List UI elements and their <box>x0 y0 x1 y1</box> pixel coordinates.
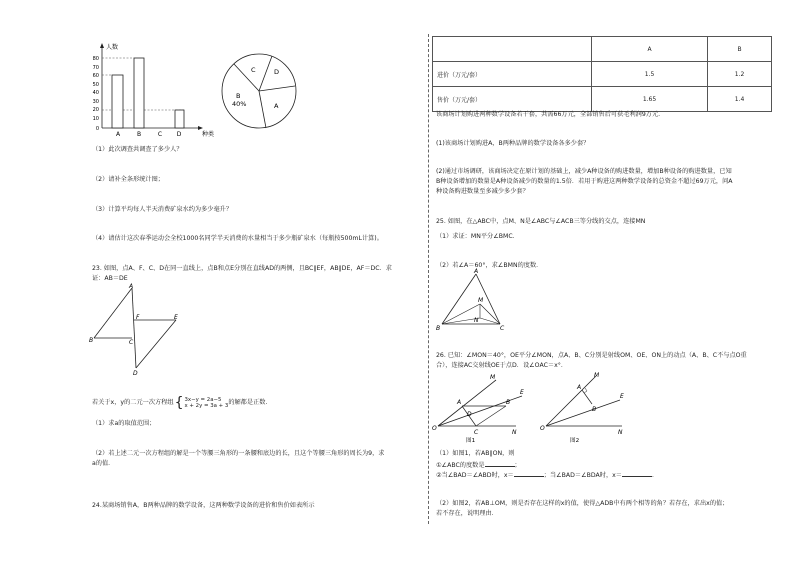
fig26b-label-e: E <box>620 393 624 400</box>
pie-label-c: C <box>251 66 256 74</box>
p26-q1: （1）如图1，若AB∥ON，则 <box>436 450 515 457</box>
fig26b-label-m: M <box>594 372 600 379</box>
pie-label-a: A <box>274 102 279 110</box>
q3: （3）计算平均每人半天消费矿泉水约为多少毫升？ <box>92 206 233 213</box>
table-cell: B <box>708 37 772 62</box>
fig25-label-m: M <box>478 297 484 304</box>
system-eq1: 3x−y = 2a−5 <box>184 396 222 403</box>
bar-d <box>175 110 184 128</box>
fig26a-label-n: N <box>512 429 517 436</box>
fig26a-label-e: E <box>520 389 524 396</box>
fig26a-label-o: O <box>432 425 437 432</box>
x-tick: A <box>115 131 121 138</box>
p25: 25. 如图，在△ABC中，点M、N是∠ABC与∠ACB三等分线的交点，连接MN <box>436 218 646 225</box>
table-header-row <box>433 37 772 62</box>
answer-blank <box>514 470 544 477</box>
p24-cont: 该商场计划购进两种数学设备若干套，共需66万元，全部销售后可获毛利润9万元. <box>436 111 661 118</box>
table-cell: A <box>592 37 708 62</box>
figure-26-1 <box>432 372 532 444</box>
p26-q1c: ；当∠BAD＝∠BDA时，x＝ <box>543 472 622 479</box>
fig25-label-n: N <box>474 317 479 324</box>
bar-a <box>112 75 123 128</box>
bar-chart <box>88 40 218 140</box>
y-tick: 30 <box>92 99 99 105</box>
y-tick: 80 <box>92 56 99 62</box>
ps1: （1）求a的取值范围； <box>92 420 156 427</box>
fig25-label-c: C <box>500 325 505 332</box>
p23-line2: 证：AB＝DE <box>92 275 128 282</box>
p25-q2: （2）若∠A＝60°，求∠BMN的度数． <box>436 262 543 269</box>
fig26b-caption: 图2 <box>570 438 580 444</box>
p26-q2-line1: （2）如图2，若AB⊥OM，则是否存在这样的x的值，使得△ADB中有两个相等的角？若存在，求出x的值； <box>436 500 729 507</box>
fig25-label-b: B <box>436 325 441 332</box>
pie-chart <box>214 50 304 132</box>
system-brace: { <box>174 395 184 411</box>
fig23-label-e: E <box>174 314 178 321</box>
bar-b <box>134 58 144 128</box>
fig26b-label-a: A <box>577 384 582 391</box>
table-cell <box>433 37 592 62</box>
fig26a-label-b: B <box>506 399 511 406</box>
system-pre: 若关于x，y的二元一次方程组 <box>92 399 174 406</box>
p26-q1a-row: ①∠ABC的度数是 ； <box>436 462 521 469</box>
p24-q1: (1)该商场计划购进A，B两种品牌的数学设备各多少套？ <box>436 140 590 147</box>
p26-line2: 合），连接AC交射线OE于点D．设∠OAC＝x°． <box>436 362 568 369</box>
fig26a-label-d: D <box>467 411 472 418</box>
q2: （2）请补全条形统计图； <box>92 176 164 183</box>
y-tick: 0 <box>95 126 99 132</box>
bar-y-title: 人数 <box>106 44 119 51</box>
system-problem <box>92 396 267 410</box>
p24-q2-line1: (2)通过市场调研，该商场决定在原计划的基础上，减少A种设备的购进数量，增加B种设备的购进数量，已知 <box>436 168 732 175</box>
fig25-label-a: A <box>474 268 479 275</box>
y-tick: 70 <box>92 65 99 71</box>
y-tick: 50 <box>92 82 99 88</box>
answer-blank <box>485 460 515 467</box>
pie-percent-b: 40% <box>232 100 247 108</box>
figure-23 <box>86 282 186 377</box>
ps2-line2: a的值． <box>92 460 115 467</box>
table-cell: 1.4 <box>708 87 772 112</box>
y-tick: 40 <box>92 90 99 96</box>
p26-q2-line2: 若不存在，说明理由． <box>436 510 498 517</box>
answer-blank <box>622 470 652 477</box>
fig26a-label-m: M <box>490 374 496 381</box>
system-eq2: x + 2y = 3a + 3 <box>184 403 229 409</box>
pie-label-b: B <box>236 92 241 100</box>
bar-x-title: 种类 <box>202 131 215 138</box>
fig26a-caption: 图1 <box>466 438 476 444</box>
pie-label-d: D <box>274 68 280 76</box>
system-equations <box>185 397 229 410</box>
fig23-label-d: D <box>133 370 138 377</box>
table-cell: 售价（万元/套） <box>433 87 592 112</box>
p25-q1: （1）求证：MN平分∠BMC． <box>436 233 519 240</box>
table-cell: 1.65 <box>592 87 708 112</box>
p23-line1: 23. 如图，点A、F、C、D在同一直线上，点B和点E分别在直线AD的两侧，且BC∥EF，AB∥DE，AF＝DC．求 <box>92 265 392 272</box>
system-post: 的解都是正数. <box>228 399 268 406</box>
fig26a-label-c: C <box>474 429 479 436</box>
table-cell: 1.5 <box>592 62 708 87</box>
p24-title: 24.某商场销售A，B两种品牌的数学设备，这两种数学设备的进价和售价如表所示 <box>92 502 315 509</box>
p26-q1a: ①∠ABC的度数是 <box>436 462 485 469</box>
ps2-line1: （2）若上述二元一次方程组的解是一个等腰三角形的一条腰和底边的长，且这个等腰三角形的周长为9，求 <box>92 450 385 457</box>
p26-q1b-row: ②当∠BAD＝∠ABD时，x＝ ；当∠BAD＝∠BDA时，x＝ ． <box>436 472 659 479</box>
y-tick: 60 <box>92 73 99 79</box>
y-tick: 20 <box>92 107 99 113</box>
y-tick: 10 <box>92 116 99 122</box>
table-row <box>433 87 772 112</box>
p26-line1: 26. 已知：∠MON＝40°，OE平分∠MON，点A、B、C分别是射线OM、OE、ON上的动点（A、B、C不与点O重 <box>436 352 747 359</box>
x-tick: C <box>157 131 163 138</box>
fig23-label-f: F <box>136 314 140 321</box>
fig23-label-a: A <box>129 283 134 290</box>
fig23-label-c: C <box>129 339 134 346</box>
fig26b-label-o: O <box>540 425 545 432</box>
price-table <box>432 36 772 112</box>
p24-q2-line2: B种设备增加的数量是A种设备减少的数量的1.5倍．若用于购进这两种数学设备的总资金不超过69万元，问A <box>436 178 733 185</box>
p26-q1b: ②当∠BAD＝∠ABD时，x＝ <box>436 472 514 479</box>
fig26b-label-b: B <box>592 406 597 413</box>
p24-q2-line3: 种设备购进数量至多减少多少套？ <box>436 188 529 195</box>
x-tick: B <box>136 131 142 138</box>
table-row <box>433 62 772 87</box>
fig26b-label-n: N <box>618 429 623 436</box>
table-cell: 1.2 <box>708 62 772 87</box>
figure-25 <box>434 268 514 334</box>
table-cell: 进价（万元/套） <box>433 62 592 87</box>
fig23-label-b: B <box>89 337 94 344</box>
column-divider <box>428 34 429 524</box>
x-tick: D <box>176 131 182 138</box>
fig26a-label-a: A <box>457 399 462 406</box>
q4: （4）请估计这次春季运动会全校1000名同学半天消费的水量相当于多少瓶矿泉水（每瓶按500mL计算)。 <box>92 235 383 242</box>
figure-26-2 <box>540 372 630 444</box>
q1: （1）此次调查共调查了多少人？ <box>92 146 183 153</box>
